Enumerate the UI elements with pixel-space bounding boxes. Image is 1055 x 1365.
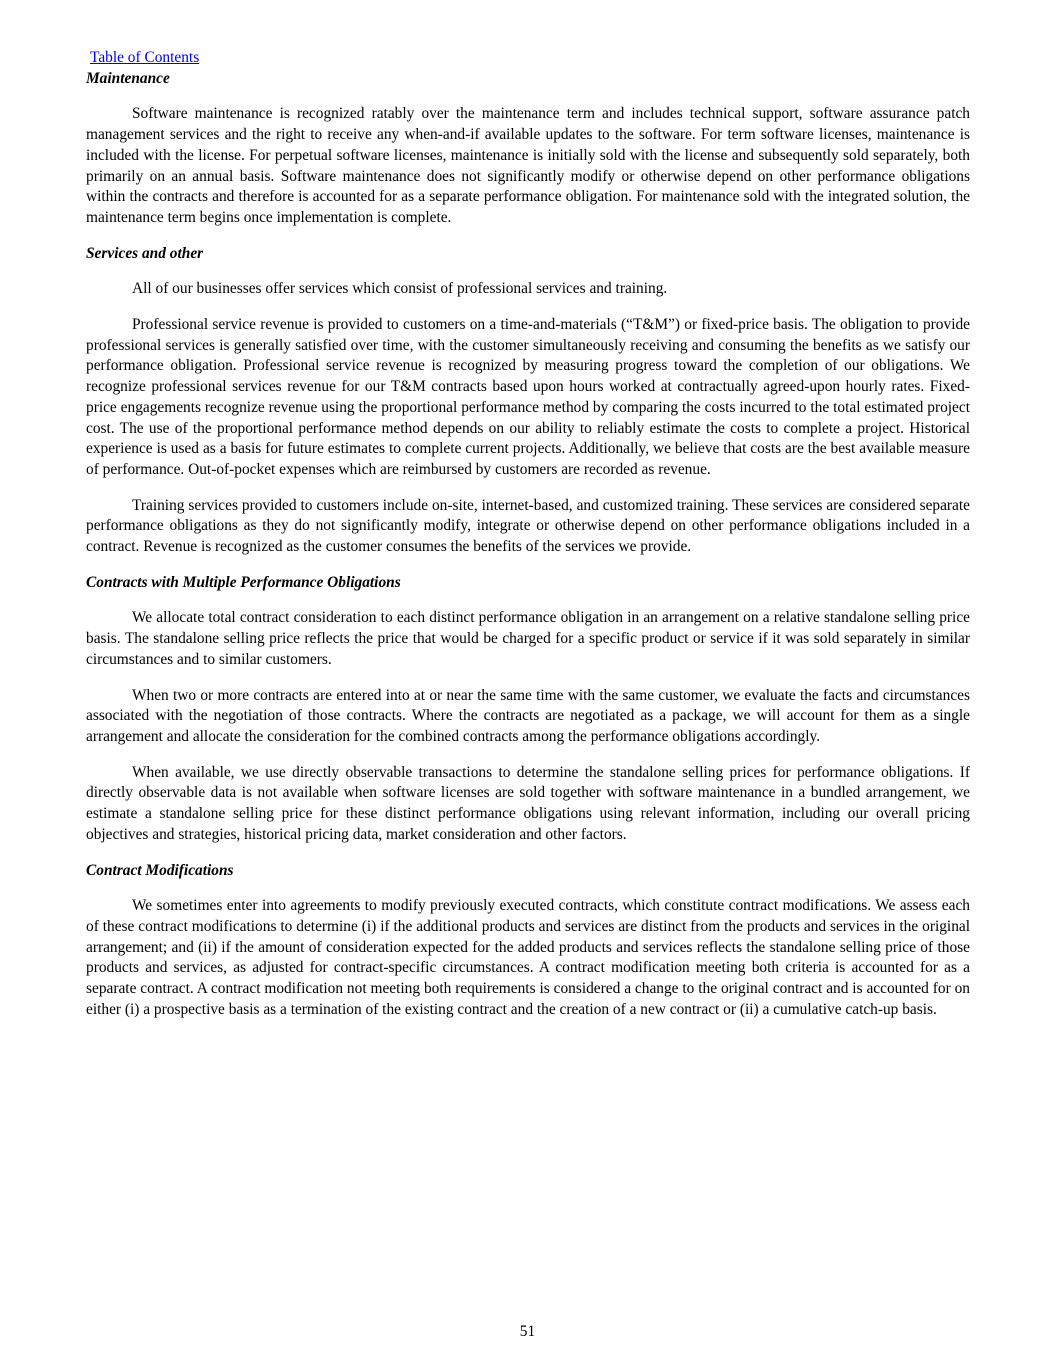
section-heading: Contracts with Multiple Performance Obligations xyxy=(86,573,401,591)
body-paragraph: We allocate total contract consideration to each distinct performance obligation in an arrangement on a relative standalone selling price basis. The standalone selling price reflects the price that would be charged for a specific product or service if it was sold separately in similar circumstances and to similar customers. xyxy=(86,609,970,668)
body-paragraph: Software maintenance is recognized ratably over the maintenance term and includes technical support, software assurance patch management services and the right to receive any when-and-if available updates to the software. For term software licenses, maintenance is included with the license. For perpetual software licenses, maintenance is initially sold with the license and subsequently sold separately, both primarily on an annual basis. Software maintenance does not significantly modify or otherwise depend on other performance obligations within the contracts and therefore is accounted for as a separate performance obligation. For maintenance sold with the integrated solution, the maintenance term begins once implementation is complete. xyxy=(86,105,970,226)
section-maintenance xyxy=(86,69,970,229)
body-paragraph: We sometimes enter into agreements to modify previously executed contracts, which constitute contract modifications. We assess each of these contract modifications to determine (i) if the additional products and services are distinct from the products and services in the original arrangement; and (ii) if the amount of consideration expected for the added products and services reflects the standalone selling price of those products and services, as adjusted for contract-specific circumstances. A contract modification meeting both criteria is accounted for as a separate contract. A contract modification not meeting both requirements is considered a change to the original contract and is accounted for on either (i) a prospective basis as a termination of the existing contract and the creation of a new contract or (ii) a cumulative catch-up basis. xyxy=(86,897,970,1018)
section-heading: Maintenance xyxy=(86,69,170,87)
body-paragraph: When available, we use directly observable transactions to determine the standalone selling prices for performance obligations. If directly observable data is not available when software licenses are sold together with software maintenance in a bundled arrangement, we estimate a standalone selling price for these distinct performance obligations using relevant information, including our overall pricing objectives and strategies, historical pricing data, market consideration and other factors. xyxy=(86,763,970,843)
body-paragraph: When two or more contracts are entered into at or near the same time with the same customer, we evaluate the facts and circumstances associated with the negotiation of those contracts. Where the contracts are negotiated as a package, we will account for them as a single arrangement and allocate the consideration for the combined contracts among the performance obligations accordingly. xyxy=(86,686,970,745)
body-paragraph: Training services provided to customers include on-site, internet-based, and customized training. These services are considered separate performance obligations as they do not significantly modify, integrate or otherwise depend on other performance obligations included in a contract. Revenue is recognized as the customer consumes the benefits of the services we provide. xyxy=(86,496,970,556)
body-paragraph: Professional service revenue is provided to customers on a time-and-materials (“T&M”) or fixed-price basis. The obligation to provide professional services is generally satisfied over time, with the customer simultaneously receiving and consuming the benefits as we satisfy our performance obligation. Professional service revenue is recognized by measuring progress toward the completion of our obligations. We recognize professional services revenue for our T&M contracts based upon hours worked at contractually agreed-upon hourly rates. Fixed-price engagements recognize revenue using the proportional performance method by comparing the costs incurred to the total estimated project cost. The use of the proportional performance method depends on our ability to reliably estimate the costs to complete a project. Historical experience is used as a basis for future estimates to complete current projects. Additionally, we believe that costs are the best available measure of performance. Out-of-pocket expenses which are reimbursed by customers are recorded as revenue. xyxy=(86,316,970,478)
section-heading: Services and other xyxy=(86,244,204,262)
section-contract-modifications xyxy=(86,861,970,1021)
document-page xyxy=(86,48,970,1035)
table-of-contents-link[interactable]: Table of Contents xyxy=(90,49,200,66)
section-heading: Contract Modifications xyxy=(86,861,234,879)
page-number: 51 xyxy=(519,1323,536,1340)
section-services-and-other xyxy=(86,244,970,558)
section-contracts-multiple-obligations xyxy=(86,573,970,846)
body-paragraph: All of our businesses offer services which consist of professional services and training. xyxy=(132,280,668,298)
